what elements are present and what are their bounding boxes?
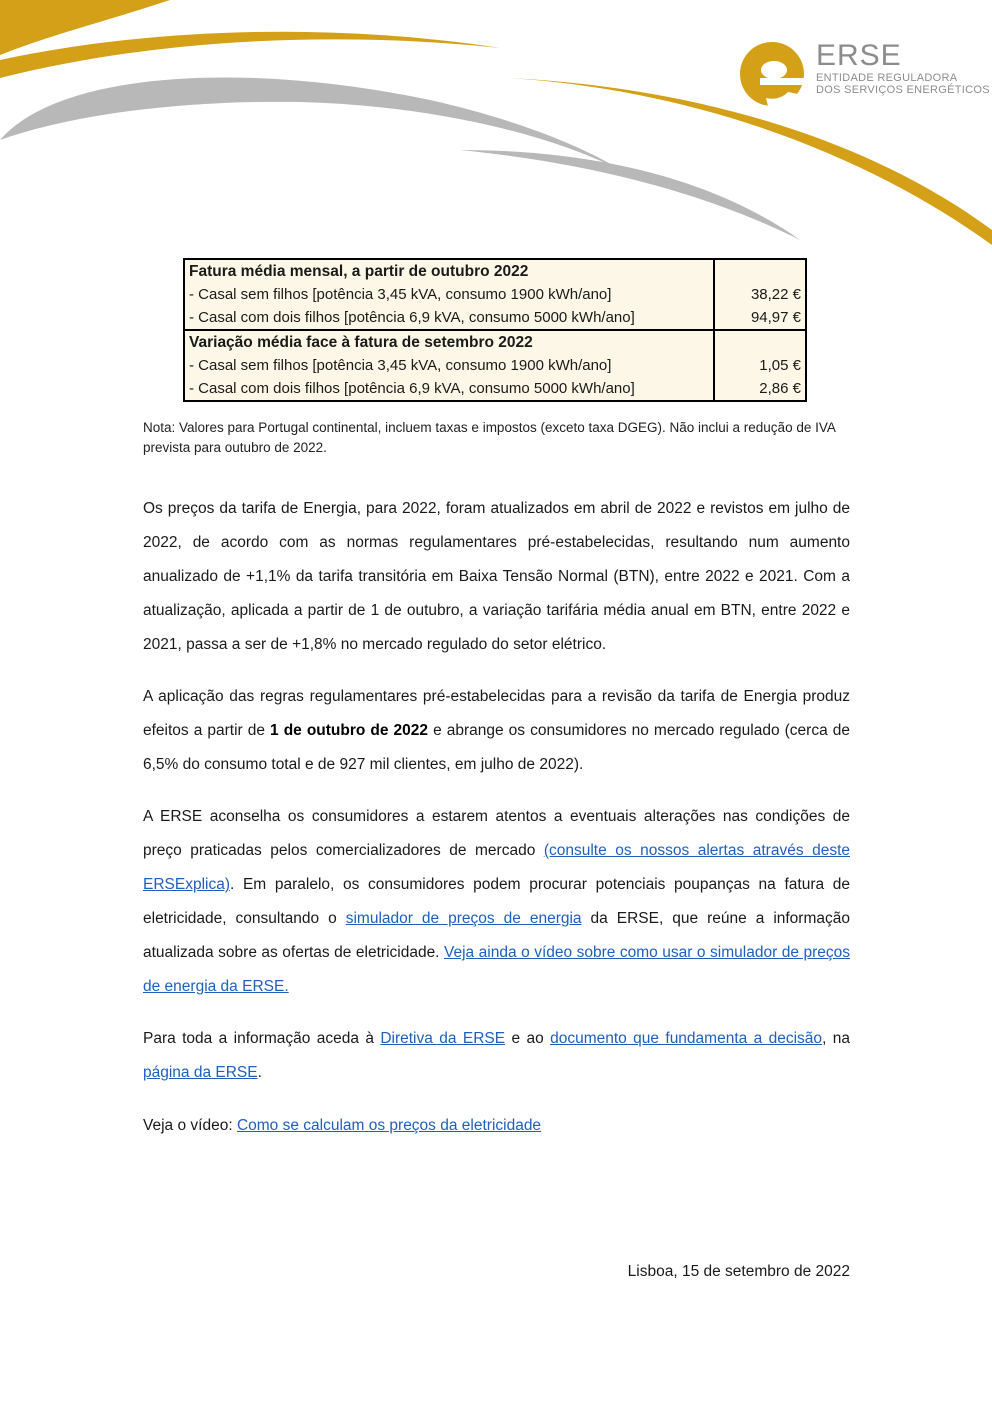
table-row [184,354,806,377]
table-row [184,377,806,401]
text: . [257,1064,262,1081]
table-row [184,283,806,306]
paragraph-tariff-update: Os preços da tarifa de Energia, para 2022, foram atualizados em abril de 2022 e revistos em julho de 2022, de acordo com as normas regulamentares pré-estabelecidas, resultando num aumento anualizado de +1,1% da tarifa transitória em Baixa Tensão Normal (BTN), entre 2022 e 2021. Com a atualização, aplicada a partir de 1 de outubro, a variação tarifária média anual em BTN, entre 2022 e 2021, passa a ser de +1,8% no mercado regulado do setor elétrico. [143,500,850,653]
row-value: 38,22 € [714,283,806,306]
row-value: 1,05 € [714,354,806,377]
text: A aplicação das regras regulamentares pré-estabelecidas para a revisão da tarifa de Energia produz efeitos a partir de [143,688,850,739]
document-date: Lisboa, 15 de setembro de 2022 [627,1263,850,1280]
text: e abrange os consumidores no mercado regulado (cerca de 6,5% do consumo total e de 927 mil clientes, em julho de 2022). [143,722,850,773]
simulator-video-link[interactable]: Veja ainda o vídeo sobre como usar o simulador de preços de energia da ERSE. [143,944,850,995]
simulator-link[interactable]: simulador de preços de energia [345,910,582,927]
text: . Em paralelo, os consumidores podem procurar potenciais poupanças na fatura de eletricidade, consultando o [143,876,850,927]
row-value: 2,86 € [714,377,806,401]
paragraph-advice [143,800,850,1004]
table-section-header [184,259,806,283]
logo-wordmark [816,40,990,96]
tariff-table [183,258,807,402]
erse-page-link[interactable]: página da ERSE [143,1064,258,1081]
section-title: Fatura média mensal, a partir de outubro 2022 [189,263,529,280]
text: e ao [505,1030,551,1047]
directive-link[interactable]: Diretiva da ERSE [380,1030,506,1047]
logo-subtitle-2: DOS SERVIÇOS ENERGÉTICOS [816,84,990,96]
logo-name: ERSE [816,39,902,72]
row-label: - Casal sem filhos [potência 3,45 kVA, consumo 1900 kWh/ano] [189,286,612,303]
erse-logo-icon [740,42,806,106]
text: da ERSE, que reúne a informação atualizada sobre as ofertas de eletricidade. [143,910,850,961]
prices-video-link[interactable]: Como se calculam os preços da eletricidade [236,1117,542,1134]
row-value: 94,97 € [714,306,806,330]
row-label: - Casal com dois filhos [potência 6,9 kVA, consumo 5000 kWh/ano] [189,380,635,397]
table-note: Nota: Valores para Portugal continental, incluem taxas e impostos (exceto taxa DGEG). Não inclui a redução de IVA prevista para outubro de 2022. [143,420,836,455]
text: Para toda a informação aceda à [143,1030,381,1047]
text: Veja o vídeo: [143,1117,237,1134]
text: , na [822,1030,850,1047]
table-section-header [184,330,806,354]
paragraph-effect-date [143,680,850,782]
decision-document-link[interactable]: documento que fundamenta a decisão [550,1030,823,1047]
row-label: - Casal sem filhos [potência 3,45 kVA, consumo 1900 kWh/ano] [189,357,612,374]
text: A ERSE aconselha os consumidores a estarem atentos a eventuais alterações nas condições de preço praticadas pelos comercializadores de mercado [143,808,850,859]
logo-subtitle-1: ENTIDADE REGULADORA [816,72,958,84]
effective-date: 1 de outubro de 2022 [270,722,429,739]
section-title: Variação média face à fatura de setembro 2022 [184,330,714,354]
paragraph-more-info [143,1022,850,1090]
row-label: - Casal com dois filhos [potência 6,9 kVA, consumo 5000 kWh/ano] [189,309,635,326]
paragraph-video [143,1109,850,1143]
alerts-link[interactable]: (consulte os nossos alertas através deste ERSExplica) [143,842,850,893]
table-row [184,306,806,330]
